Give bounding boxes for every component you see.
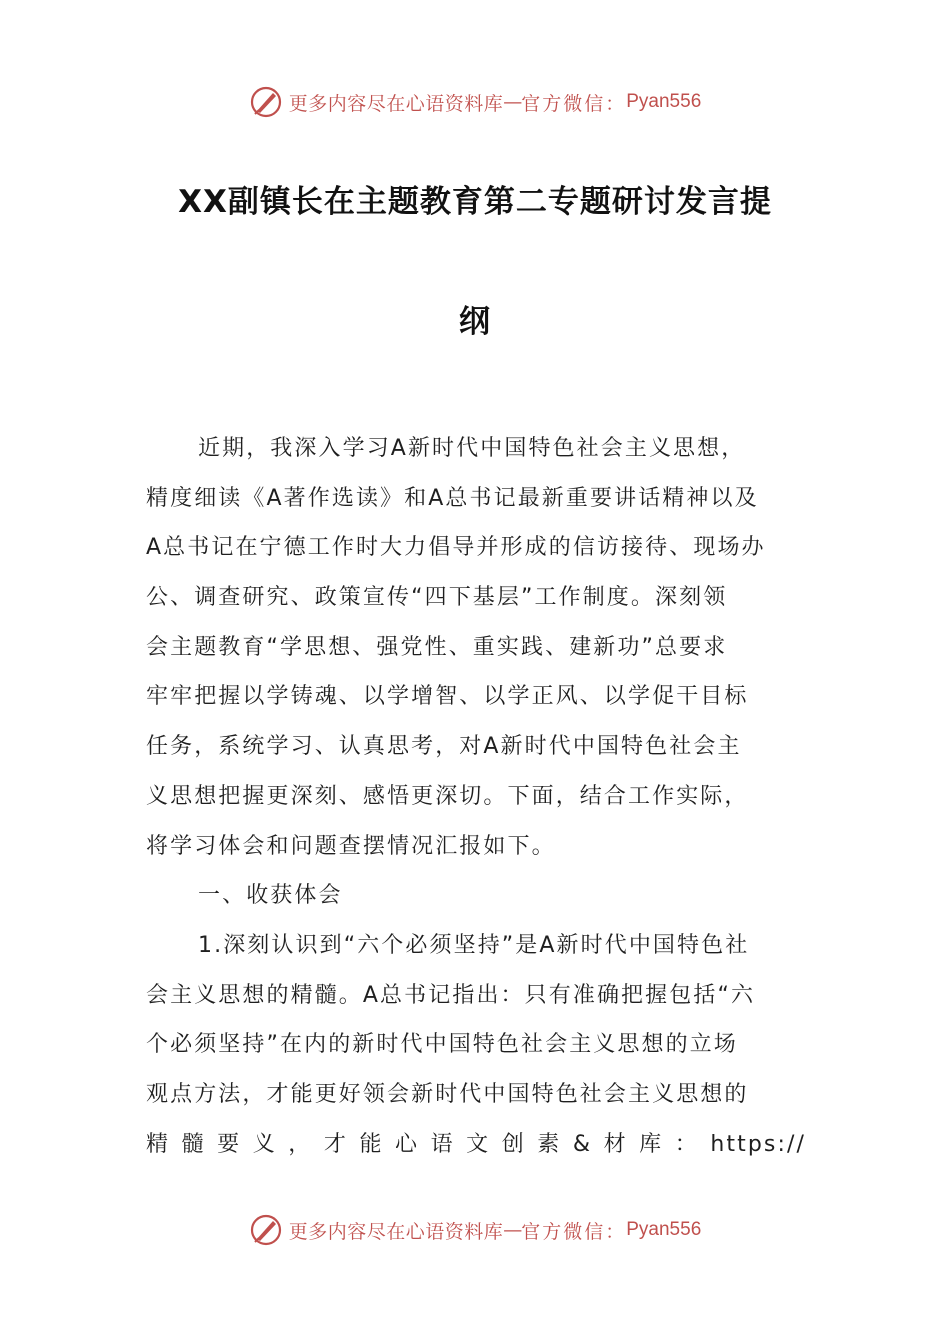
quill-logo-icon — [249, 85, 283, 119]
document-title-line2: 纲 — [459, 304, 491, 340]
banner-text: 更多内容尽在心语资料库 — [288, 92, 504, 115]
body-line: 公、调查研究、政策宣传“四下基层”工作制度。深刻领 — [146, 585, 728, 611]
header-banner — [0, 82, 950, 122]
body-line: 个必须坚持”在内的新时代中国特色社会主义思想的立场 — [146, 1032, 738, 1058]
footer-banner — [0, 1210, 950, 1250]
body-line: 精度细读《A著作选读》和A总书记最新重要讲话精神以及 — [146, 485, 759, 511]
body-line: 牢牢把握以学铸魂、以学增智、以学正风、以学促干目标 — [146, 684, 749, 710]
banner-text: 更多内容尽在心语资料库 — [288, 1220, 504, 1243]
body-line: 精髓要义，才能心语文创素&材库：https:// — [146, 1131, 806, 1157]
body-line: 任务，系统学习、认真思考，对A新时代中国特色社会主 — [146, 734, 742, 760]
banner-dash: — — [503, 91, 522, 113]
banner-dash: — — [503, 1219, 522, 1241]
body-line: 会主题教育“学思想、强党性、重实践、建新功”总要求 — [146, 634, 728, 660]
quill-logo-icon — [249, 1213, 283, 1247]
body-line: A总书记在宁德工作时大力倡导并形成的信访接待、现场办 — [146, 535, 766, 561]
body-line: 观点方法，才能更好领会新时代中国特色社会主义思想的 — [146, 1081, 749, 1107]
banner-wechat-id: Pyan556 — [626, 1219, 702, 1240]
body-line: 义思想把握更深刻、感悟更深切。下面，结合工作实际， — [146, 783, 749, 809]
body-line: 近期，我深入学习A新时代中国特色社会主义思想， — [198, 436, 746, 461]
body-line: 1.深刻认识到“六个必须坚持”是A新时代中国特色社 — [198, 932, 750, 958]
banner-label: 官方微信： — [521, 1220, 627, 1243]
document-body — [146, 424, 806, 1169]
body-line: 会主义思想的精髓。A总书记指出：只有准确把握包括“六 — [146, 982, 756, 1008]
banner-label: 官方微信： — [521, 92, 627, 115]
section-heading: 一、收获体会 — [198, 883, 343, 909]
document-title-line1: XX副镇长在主题教育第二专题研讨发言提 — [178, 184, 772, 220]
body-line: 将学习体会和问题查摆情况汇报如下。 — [146, 833, 556, 859]
banner-wechat-id: Pyan556 — [626, 91, 702, 112]
